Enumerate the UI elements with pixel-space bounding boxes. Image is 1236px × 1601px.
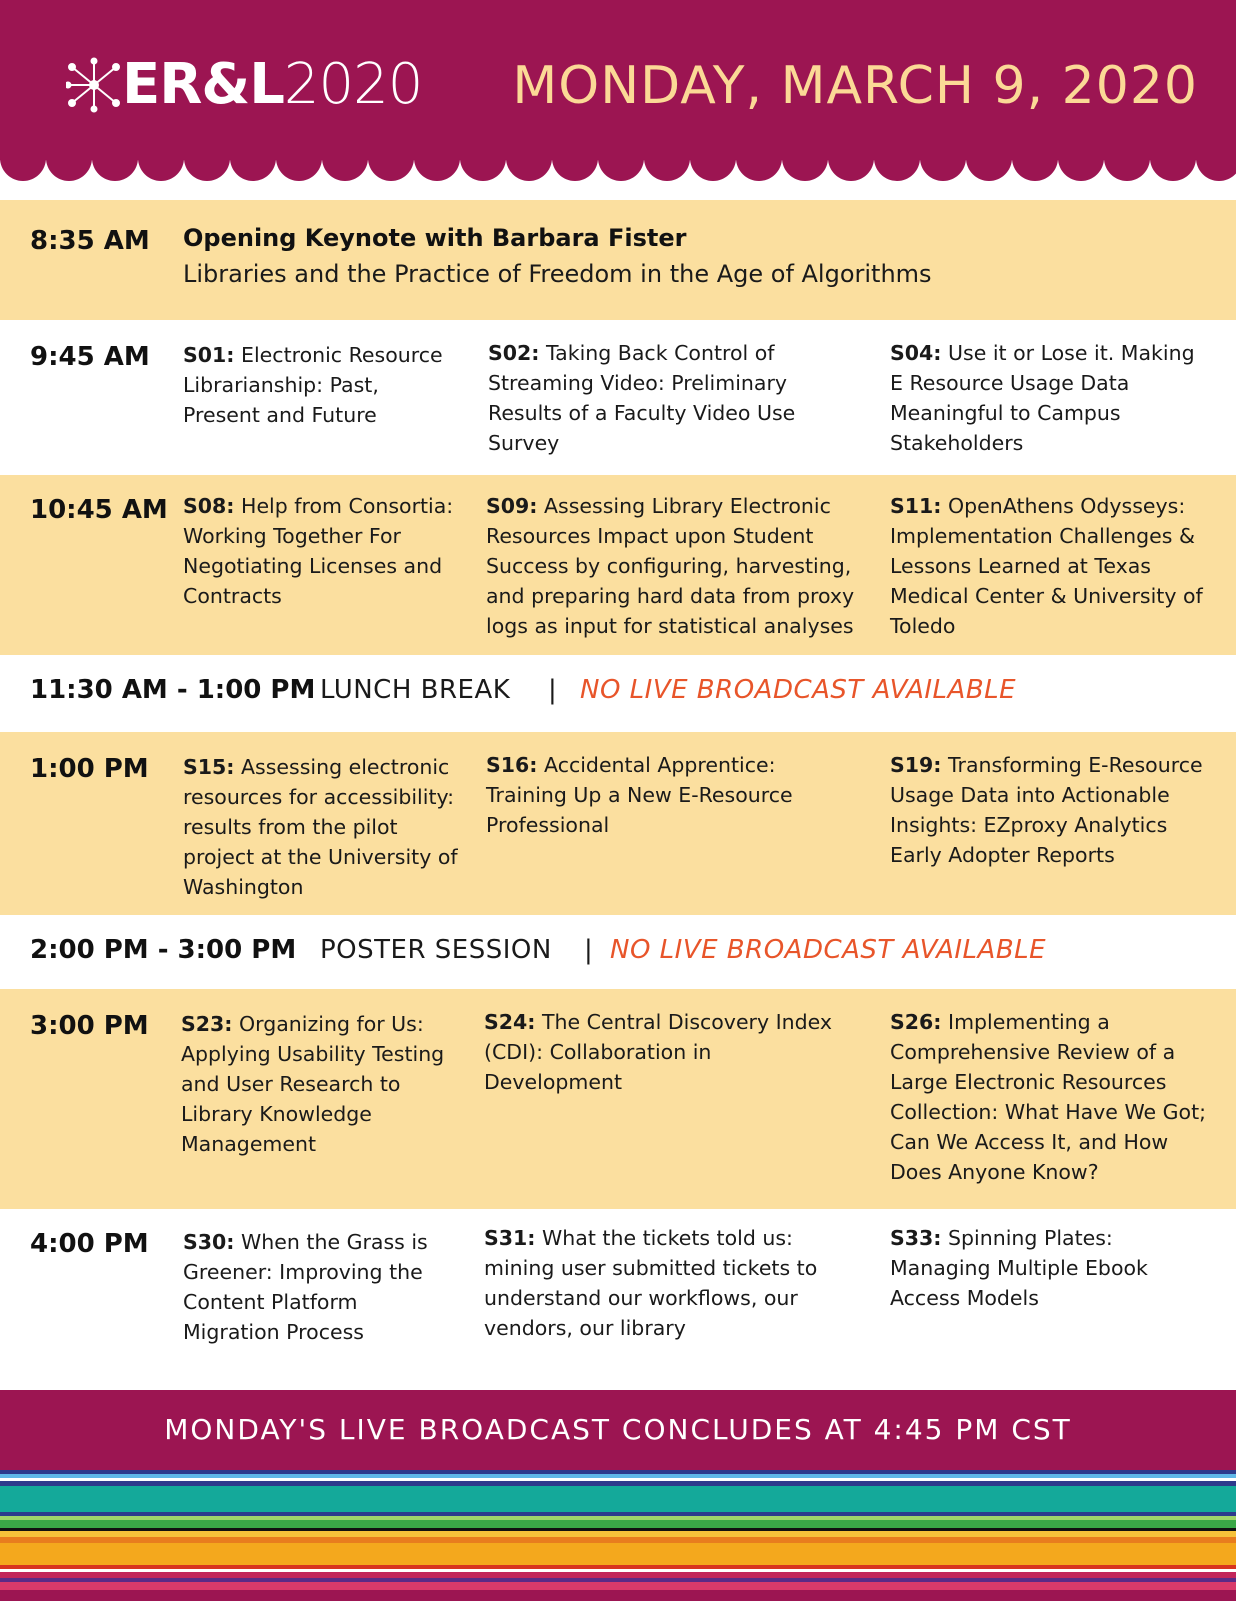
time-label: 10:45 AM	[30, 495, 168, 525]
time-label: 8:35 AM	[30, 226, 150, 256]
session-title: Implementing a Comprehensive Review of a Large Electronic Resources Collection: What Have We Got; Can We Access It, and How Does Anyone Know?	[890, 1010, 1207, 1184]
session-card	[488, 338, 833, 458]
starburst-icon	[66, 57, 122, 113]
session-card	[486, 491, 866, 641]
keynote-row	[0, 200, 1236, 320]
session-code: S11:	[890, 494, 942, 518]
session-title: Use it or Lose it. Making E Resource Usage Data Meaningful to Campus Stakeholders	[890, 341, 1195, 455]
session-title: Assessing electronic resources for accessibility: results from the pilot project at the University of Washington	[183, 755, 458, 899]
time-label: 4:00 PM	[30, 1229, 149, 1259]
page-title: MONDAY, MARCH 9, 2020	[512, 56, 1198, 116]
schedule-row-1500	[0, 989, 1236, 1209]
lunch-break-row	[0, 655, 1236, 732]
session-code: S31:	[484, 1226, 536, 1250]
session-code: S24:	[484, 1010, 536, 1034]
session-code: S04:	[890, 341, 942, 365]
logo-text-bold: ER&L	[122, 52, 284, 117]
break-label: LUNCH BREAK	[320, 675, 511, 705]
session-title: Transforming E-Resource Usage Data into Actionable Insights: EZproxy Analytics Early Adopter Reports	[890, 753, 1203, 867]
session-title: OpenAthens Odysseys: Implementation Challenges & Lessons Learned at Texas Medical Center & University of Toledo	[890, 494, 1203, 638]
session-card	[181, 1009, 461, 1159]
session-card	[890, 1223, 1200, 1313]
separator: |	[584, 935, 593, 965]
session-title: Electronic Resource Librarianship: Past, Present and Future	[183, 343, 443, 427]
session-code: S33:	[890, 1226, 942, 1250]
session-code: S30:	[183, 1230, 235, 1254]
logo-text-year: 2020	[283, 52, 423, 117]
keynote-title: Opening Keynote with Barbara Fister	[183, 224, 687, 252]
keynote-subtitle: Libraries and the Practice of Freedom in the Age of Algorithms	[183, 260, 932, 288]
session-card	[486, 750, 816, 840]
session-title: When the Grass is Greener: Improving the Content Platform Migration Process	[183, 1230, 428, 1344]
schedule-row-0945	[0, 320, 1236, 475]
session-code: S19:	[890, 753, 942, 777]
schedule-row-1600	[0, 1209, 1236, 1390]
logo-wordmark	[122, 52, 423, 117]
session-title: Assessing Library Electronic Resources Impact upon Student Success by configuring, harvesting, and preparing hard data from proxy logs as input for statistical analyses	[486, 494, 855, 638]
poster-session-row	[0, 915, 1236, 989]
schedule-row-1300	[0, 732, 1236, 915]
time-label: 1:00 PM	[30, 754, 149, 784]
separator: |	[548, 675, 557, 705]
session-code: S09:	[486, 494, 538, 518]
session-title: What the tickets told us: mining user submitted tickets to understand our workflows, our vendors, our library	[484, 1226, 818, 1340]
session-title: Spinning Plates: Managing Multiple Ebook Access Models	[890, 1226, 1148, 1310]
session-card	[890, 491, 1220, 641]
session-title: Organizing for Us: Applying Usability Testing and User Research to Library Knowledge Management	[181, 1012, 445, 1156]
scallop-edge	[0, 158, 1236, 181]
session-card	[484, 1223, 834, 1343]
scalloped-border	[0, 158, 1236, 186]
time-label: 2:00 PM - 3:00 PM	[30, 935, 297, 965]
session-code: S26:	[890, 1010, 942, 1034]
session-code: S01:	[183, 343, 235, 367]
session-title: Help from Consortia: Working Together For Negotiating Licenses and Contracts	[183, 494, 454, 608]
no-broadcast-note: NO LIVE BROADCAST AVAILABLE	[580, 675, 1017, 705]
decorative-stripes	[0, 1470, 1236, 1600]
session-code: S02:	[488, 341, 540, 365]
session-code: S16:	[486, 753, 538, 777]
schedule-row-1045	[0, 475, 1236, 655]
time-label: 9:45 AM	[30, 342, 150, 372]
session-code: S23:	[181, 1012, 233, 1036]
session-title: Taking Back Control of Streaming Video: Preliminary Results of a Faculty Video Use Survey	[488, 341, 796, 455]
header-banner	[0, 0, 1236, 160]
time-label: 3:00 PM	[30, 1011, 149, 1041]
footer-banner: MONDAY'S LIVE BROADCAST CONCLUDES AT 4:45 PM CST	[0, 1390, 1236, 1470]
session-title: The Central Discovery Index (CDI): Collaboration in Development	[484, 1010, 833, 1094]
session-card	[890, 750, 1220, 870]
session-card	[484, 1007, 834, 1097]
session-card	[183, 491, 463, 611]
session-card	[183, 1227, 453, 1347]
no-broadcast-note: NO LIVE BROADCAST AVAILABLE	[610, 935, 1047, 965]
session-code: S15:	[183, 755, 235, 779]
session-title: Accidental Apprentice: Training Up a New E-Resource Professional	[486, 753, 793, 837]
break-label: POSTER SESSION	[320, 935, 552, 965]
session-code: S08:	[183, 494, 235, 518]
session-card	[890, 338, 1210, 458]
session-card	[183, 340, 458, 430]
erl-2020-logo	[66, 52, 423, 117]
session-card	[183, 752, 468, 902]
time-label: 11:30 AM - 1:00 PM	[30, 675, 316, 705]
session-card	[890, 1007, 1220, 1187]
